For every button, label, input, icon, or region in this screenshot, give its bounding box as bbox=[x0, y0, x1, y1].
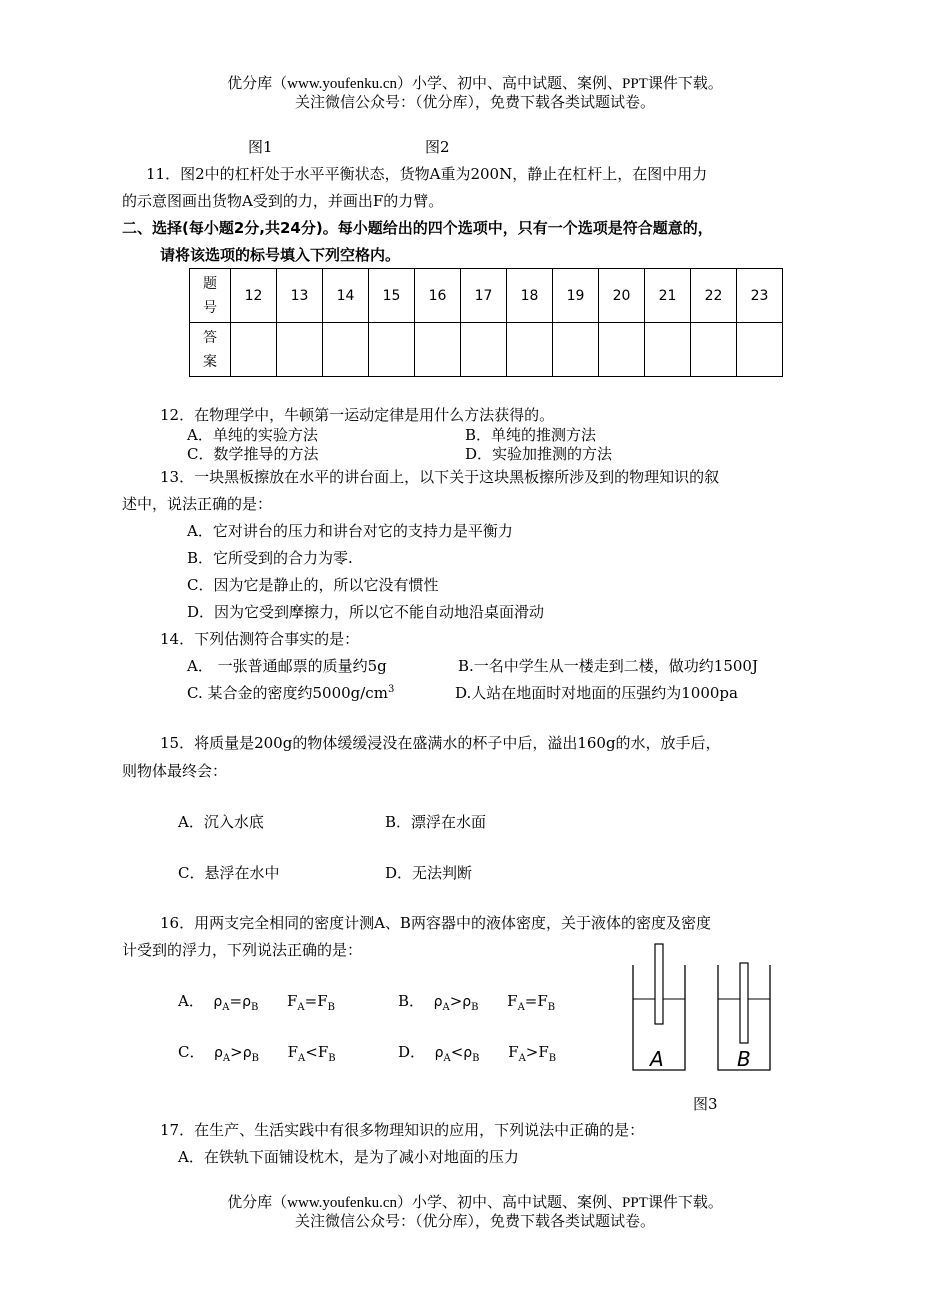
answer-cell[interactable] bbox=[369, 323, 415, 377]
section-2-title-line-1: 二、选择(每小题2分,共24分)。每小题给出的四个选项中，只有一个选项是符合题意的， bbox=[122, 219, 713, 237]
container-b bbox=[718, 963, 770, 1071]
q14-option-a: A． 一张普通邮票的质量约5g bbox=[187, 657, 387, 675]
q12-option-a: A．单纯的实验方法 bbox=[187, 426, 318, 444]
answer-cell[interactable] bbox=[415, 323, 461, 377]
q12-option-c: C．数学推导的方法 bbox=[187, 445, 319, 463]
question-number-cell: 21 bbox=[645, 269, 691, 323]
q14-option-b: B.一名中学生从一楼走到二楼，做功约1500J bbox=[458, 657, 758, 675]
question-number-cell: 18 bbox=[507, 269, 553, 323]
question-number-cell: 23 bbox=[737, 269, 783, 323]
q14-stem: 14．下列估测符合事实的是： bbox=[160, 630, 360, 648]
q16-option-b: B． $\rho_A>\rho_B$ $F_A=F_B$ bbox=[398, 992, 556, 1013]
q15-line-1: 15．将质量是200g的物体缓缓浸没在盛满水的杯子中后，溢出160g的水，放手后， bbox=[160, 734, 721, 752]
q12-stem: 12．在物理学中，牛顿第一运动定律是用什么方法获得的。 bbox=[160, 406, 555, 424]
answer-cell[interactable] bbox=[277, 323, 323, 377]
question-number-cell: 15 bbox=[369, 269, 415, 323]
q16-option-c: C． $\rho_A>\rho_B$ $F_A<F_B$ bbox=[178, 1043, 336, 1064]
answer-cell[interactable] bbox=[599, 323, 645, 377]
q13-option-b: B．它所受到的合力为零. bbox=[187, 549, 353, 567]
answer-cell[interactable] bbox=[323, 323, 369, 377]
answer-table-number-row bbox=[190, 269, 783, 323]
footer-line-2: 关注微信公众号：（优分库），免费下载各类试题试卷。 bbox=[294, 1214, 655, 1230]
figure-3-diagram bbox=[620, 935, 780, 1080]
answer-cell[interactable] bbox=[553, 323, 599, 377]
container-a-label: A bbox=[650, 1047, 664, 1071]
q13-option-c: C．因为它是静止的，所以它没有惯性 bbox=[187, 576, 439, 594]
answer-table bbox=[189, 268, 783, 377]
answer-header: 答 案 bbox=[190, 323, 231, 377]
q16-option-a: A． $\rho_A=\rho_B$ $F_A=F_B$ bbox=[178, 992, 335, 1013]
q13-line-2: 述中，说法正确的是： bbox=[122, 495, 273, 513]
question-number-cell: 20 bbox=[599, 269, 645, 323]
question-number-cell: 19 bbox=[553, 269, 599, 323]
hydrometer-b bbox=[740, 963, 748, 1043]
q17-option-a: A．在铁轨下面铺设枕木，是为了减小对地面的压力 bbox=[178, 1148, 519, 1166]
q13-option-a: A．它对讲台的压力和讲台对它的支持力是平衡力 bbox=[187, 522, 513, 540]
container-b-label: B bbox=[737, 1047, 751, 1071]
header-line-1: 优分库（www.youfenku.cn）小学、初中、高中试题、案例、PPT课件下载。 bbox=[227, 76, 723, 92]
question-number-cell: 12 bbox=[231, 269, 277, 323]
q13-line-1: 13．一块黑板擦放在水平的讲台面上，以下关于这块黑板擦所涉及到的物理知识的叙 bbox=[160, 468, 720, 486]
q15-option-c: C．悬浮在水中 bbox=[178, 864, 280, 882]
q16-option-d: D． $\rho_A<\rho_B$ $F_A>F_B$ bbox=[398, 1043, 557, 1064]
q12-option-d: D．实验加推测的方法 bbox=[465, 445, 613, 463]
section-2-title-line-2: 请将该选项的标号填入下列空格内。 bbox=[160, 246, 401, 264]
question-number-cell: 16 bbox=[415, 269, 461, 323]
q11-line-1: 11．图2中的杠杆处于水平平衡状态，货物A重为200N，静止在杠杆上，在图中用力 bbox=[146, 165, 708, 183]
answer-cell[interactable] bbox=[461, 323, 507, 377]
q14-option-c: C. 某合金的密度约$5000g/cm^3$ bbox=[187, 684, 395, 702]
figure-1-caption: 图1 bbox=[248, 138, 273, 156]
q17-stem: 17．在生产、生活实践中有很多物理知识的应用，下列说法中正确的是： bbox=[160, 1121, 645, 1139]
answer-cell[interactable] bbox=[691, 323, 737, 377]
q16-line-2: 计受到的浮力，下列说法正确的是： bbox=[122, 941, 363, 959]
answer-cell[interactable] bbox=[645, 323, 691, 377]
q16-line-1: 16．用两支完全相同的密度计测A、B两容器中的液体密度，关于液体的密度及密度 bbox=[160, 914, 711, 932]
q13-option-d: D．因为它受到摩擦力，所以它不能自动地沿桌面滑动 bbox=[187, 603, 545, 621]
container-a bbox=[633, 944, 685, 1071]
question-number-cell: 14 bbox=[323, 269, 369, 323]
answer-cell[interactable] bbox=[507, 323, 553, 377]
answer-table-answer-row bbox=[190, 323, 783, 377]
figure-2-caption: 图2 bbox=[425, 138, 450, 156]
header-line-2: 关注微信公众号：（优分库），免费下载各类试题试卷。 bbox=[294, 95, 655, 111]
hydrometer-a bbox=[655, 944, 663, 1024]
question-number-header: 题 号 bbox=[190, 269, 231, 323]
question-number-cell: 22 bbox=[691, 269, 737, 323]
q12-option-b: B．单纯的推测方法 bbox=[465, 426, 597, 444]
q15-option-b: B．漂浮在水面 bbox=[385, 813, 487, 831]
question-number-cell: 17 bbox=[461, 269, 507, 323]
q11-line-2: 的示意图画出货物A受到的力，并画出F的力臂。 bbox=[122, 192, 444, 210]
answer-cell[interactable] bbox=[737, 323, 783, 377]
figure-3-caption: 图3 bbox=[693, 1095, 718, 1113]
q15-line-2: 则物体最终会： bbox=[122, 762, 228, 780]
footer-line-1: 优分库（www.youfenku.cn）小学、初中、高中试题、案例、PPT课件下载。 bbox=[227, 1195, 723, 1211]
q14-option-d: D.人站在地面时对地面的压强约为1000pa bbox=[455, 684, 738, 702]
q15-option-a: A．沉入水底 bbox=[178, 813, 264, 831]
q15-option-d: D．无法判断 bbox=[385, 864, 473, 882]
answer-cell[interactable] bbox=[231, 323, 277, 377]
question-number-cell: 13 bbox=[277, 269, 323, 323]
